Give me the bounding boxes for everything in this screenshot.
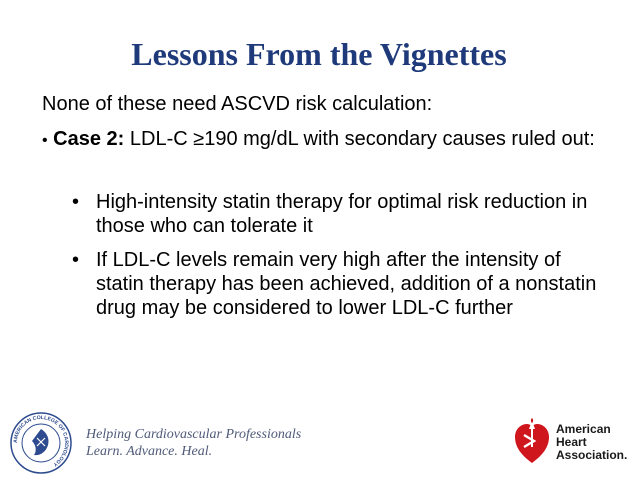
slide-title: Lessons From the Vignettes xyxy=(131,36,507,72)
aha-line-1: American xyxy=(556,421,611,436)
aha-line-3: Association. xyxy=(556,447,628,462)
aha-heart-torch-icon xyxy=(512,417,552,467)
list-item xyxy=(72,248,612,320)
bullet-text: High-intensity statin therapy for optimal risk reduction in those who can tolerate it xyxy=(96,191,588,237)
acc-tagline xyxy=(86,426,301,460)
acc-seal-icon xyxy=(10,412,72,474)
bullet-mark: • xyxy=(72,191,80,213)
tagline-line-1: Helping Cardiovascular Professionals xyxy=(86,427,302,442)
acc-footer xyxy=(10,412,301,474)
case-bullet: • xyxy=(42,132,48,149)
case-2-paragraph xyxy=(42,127,622,153)
sub-bullet-list xyxy=(72,190,612,330)
aha-wordmark xyxy=(556,423,627,462)
intro-text: None of these need ASCVD risk calculation: xyxy=(42,93,433,115)
case-text: LDL-C ≥190 mg/dL with secondary causes ruled out: xyxy=(124,128,595,150)
case-label: Case 2: xyxy=(53,128,125,150)
bullet-mark: • xyxy=(72,249,80,271)
list-item xyxy=(72,190,612,238)
aha-line-2: Heart xyxy=(556,434,587,449)
tagline-line-2: Learn. Advance. Heal. xyxy=(86,444,213,459)
aha-footer xyxy=(512,417,627,467)
bullet-text: If LDL-C levels remain very high after the intensity of statin therapy has been achieved, addition of a nonstatin drug may be considered to lower LDL-C further xyxy=(96,249,597,319)
seal-lettering: AMERICAN COLLEGE OF CARDIOLOGY xyxy=(12,414,70,468)
